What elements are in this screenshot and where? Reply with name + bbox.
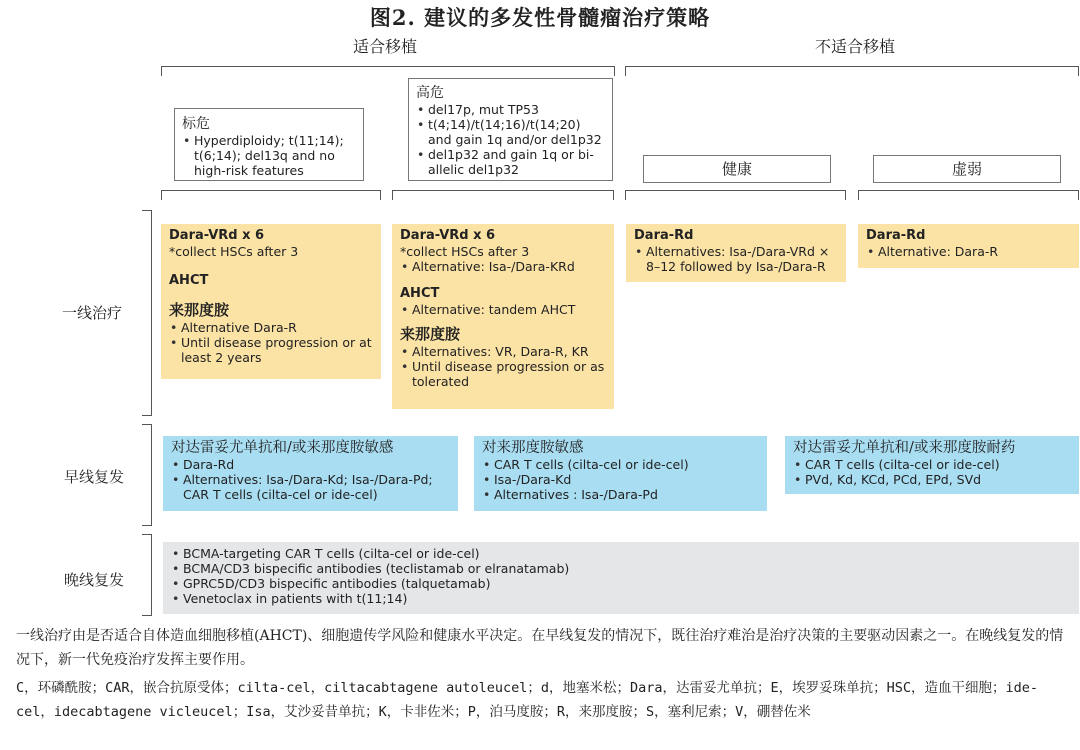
- first-line-high-panel: [392, 224, 614, 409]
- bracket-tick: [380, 190, 381, 200]
- row-label-first-line: 一线治疗: [62, 304, 123, 322]
- early-relapse-panel: [785, 436, 1079, 494]
- first-line-fit-panel: [626, 224, 846, 282]
- panel-item: • PVd, Kd, KCd, PCd, EPd, SVd: [793, 472, 1071, 487]
- maintenance-label: 来那度胺: [400, 325, 461, 343]
- frail-box: 虚弱: [873, 155, 1061, 183]
- panel-item: • CAR T cells (cilta-cel or ide-cel): [793, 457, 1071, 472]
- row-bracket-late: [142, 615, 152, 616]
- high-risk-item: • del17p, mut TP53: [416, 102, 605, 117]
- bracket-tick: [614, 66, 615, 76]
- panel-heading: 对来那度胺敏感: [482, 440, 584, 456]
- maintenance-item: • Until disease progression or at least 2 years: [169, 335, 373, 365]
- regimen-name: Dara-VRd x 6: [400, 228, 496, 243]
- standard-risk-title: 标危: [182, 116, 210, 132]
- fit-box: 健康: [643, 155, 831, 183]
- panel-item: • GPRC5D/CD3 bispecific antibodies (talquetamab): [171, 576, 1071, 591]
- early-relapse-panel: [163, 436, 458, 511]
- regimen-name: Dara-Rd: [866, 228, 926, 243]
- row-bracket-first: [151, 210, 152, 416]
- figure-caption: 一线治疗由是否适合自体造血细胞移植(AHCT)、细胞遗传学风险和健康水平决定。在早线复发的情况下，既往治疗难治是治疗决策的主要驱动因素之一。在晚线复发的情况下，新一代免疫治疗发挥主要作用。: [16, 628, 1064, 668]
- bracket-tick: [161, 190, 162, 200]
- bracket-standard: [161, 190, 381, 191]
- regimen-name: Dara-Rd: [634, 228, 694, 243]
- bracket-frail: [858, 190, 1079, 191]
- bracket-tick: [161, 66, 162, 76]
- panel-heading: 对达雷妥尤单抗和/或来那度胺耐药: [793, 440, 1016, 456]
- first-line-standard-panel: [161, 224, 381, 379]
- bracket-high: [392, 190, 614, 191]
- bracket-tick: [625, 66, 626, 76]
- panel-item: • Isa-/Dara-Kd: [482, 472, 759, 487]
- maintenance-item: • Alternative Dara-R: [169, 320, 373, 335]
- group-ineligible: 不适合移植: [814, 37, 895, 56]
- panel-item: • BCMA/CD3 bispecific antibodies (teclistamab or elranatamab): [171, 561, 1071, 576]
- panel-item: • Alternatives : Isa-/Dara-Pd: [482, 487, 759, 502]
- panel-item: • CAR T cells (cilta-cel or ide-cel): [482, 457, 759, 472]
- bracket-tick: [1078, 66, 1079, 76]
- regimen-note: *collect HSCs after 3: [169, 244, 299, 259]
- regimen-note: *collect HSCs after 3: [400, 244, 530, 259]
- bracket-tick: [625, 190, 626, 200]
- first-line-frail-panel: [858, 224, 1079, 268]
- regimen-name: Dara-VRd x 6: [169, 228, 265, 243]
- high-risk-item: • del1p32 and gain 1q or bi-allelic del1p32: [416, 147, 605, 177]
- maintenance-item: • Alternatives: VR, Dara-R, KR: [400, 344, 606, 359]
- group-eligible: 适合移植: [352, 37, 417, 56]
- standard-risk-item: • Hyperdiploidy; t(11;14); t(6;14); del13q and no high-risk features: [182, 133, 356, 178]
- row-bracket-early: [151, 424, 152, 526]
- bracket-eligible: [161, 66, 615, 67]
- row-label-early-relapse: 早线复发: [64, 468, 125, 486]
- row-bracket-late: [151, 534, 152, 616]
- panel-item: • Venetoclax in patients with t(11;14): [171, 591, 1071, 606]
- late-relapse-panel: [163, 542, 1079, 614]
- ahct-label: AHCT: [400, 286, 440, 301]
- abbreviation-list: C，环磷酰胺；CAR，嵌合抗原受体；cilta-cel，ciltacabtagene autoleucel；d，地塞米松；Dara，达雷妥尤单抗；E，埃罗妥珠单抗；HSC，造血干细胞；ide-cel，idecabtagene vicleucel；Isa，艾沙妥昔单抗；K，卡非佐米；P，泊马度胺；R，来那度胺；S，塞利尼索；V，硼替佐米: [16, 680, 1039, 720]
- regimen-item: • Alternative: Isa-/Dara-KRd: [400, 259, 606, 274]
- high-risk-box: [408, 78, 613, 181]
- ahct-label: AHCT: [169, 273, 209, 288]
- panel-item: • BCMA-targeting CAR T cells (cilta-cel or ide-cel): [171, 546, 1071, 561]
- maintenance-item: • Until disease progression or as tolerated: [400, 359, 606, 389]
- bracket-tick: [845, 190, 846, 200]
- row-label-late-relapse: 晚线复发: [64, 571, 125, 589]
- maintenance-label: 来那度胺: [169, 301, 230, 319]
- figure-title: 图2. 建议的多发性骨髓瘤治疗策略: [369, 5, 711, 30]
- early-relapse-panel: [474, 436, 767, 511]
- panel-item: • Alternatives: Isa-/Dara-Kd; Isa-/Dara-Pd; CAR T cells (cilta-cel or ide-cel): [171, 472, 450, 502]
- panel-item: • Dara-Rd: [171, 457, 450, 472]
- standard-risk-box: [174, 108, 364, 181]
- bracket-ineligible: [625, 66, 1079, 67]
- high-risk-title: 高危: [416, 85, 444, 101]
- regimen-item: • Alternatives: Isa-/Dara-VRd × 8–12 followed by Isa-/Dara-R: [634, 244, 838, 274]
- row-bracket-first: [142, 415, 152, 416]
- bracket-tick: [858, 190, 859, 200]
- high-risk-item: • t(4;14)/t(14;16)/t(14;20) and gain 1q and/or del1p32: [416, 117, 605, 147]
- bracket-tick: [1078, 190, 1079, 200]
- bracket-fit: [625, 190, 846, 191]
- panel-heading: 对达雷妥尤单抗和/或来那度胺敏感: [171, 440, 394, 456]
- bracket-tick: [613, 190, 614, 200]
- regimen-item: • Alternative: Dara-R: [866, 244, 1071, 259]
- ahct-item: • Alternative: tandem AHCT: [400, 302, 606, 317]
- row-bracket-early: [142, 525, 152, 526]
- bracket-tick: [392, 190, 393, 200]
